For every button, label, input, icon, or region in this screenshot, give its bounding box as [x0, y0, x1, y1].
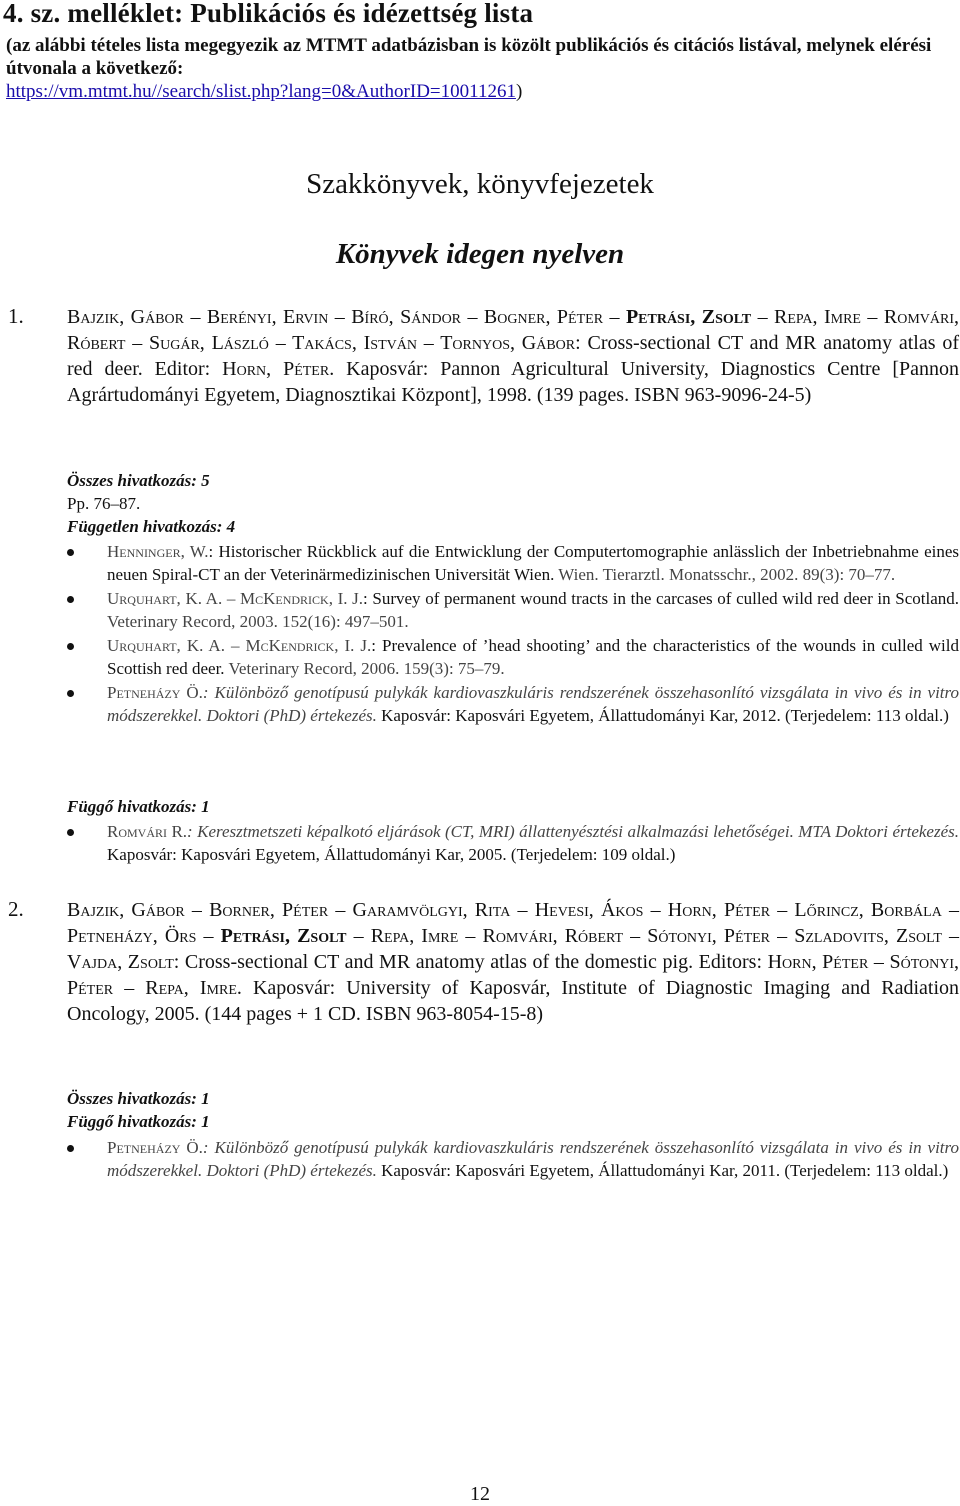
- dependent-citations-label: Függő hivatkozás: 1: [67, 797, 210, 816]
- entry-author-highlight: Petrási, Zsolt: [220, 925, 347, 947]
- citation-text: Kaposvár: Kaposvári Egyetem, Állattudományi Kar, 2011. (Terjedelem: 113 oldal.): [376, 1161, 949, 1180]
- entry-number: 2.: [8, 897, 24, 921]
- entry-title: : Cross-sectional CT and MR anatomy atlas of the domestic pig.: [173, 951, 694, 973]
- independent-citations-label: Független hivatkozás: 4: [67, 517, 236, 536]
- citation-author: Henninger, W.: [107, 542, 209, 561]
- total-citations-label: Összes hivatkozás: 5: [67, 471, 210, 490]
- entry-authors-rest: – Repa, Imre – Romvári, Róbert – Sótonyi, Péter – Szladovits, Zsolt – Vajda, Zsolt: [67, 925, 960, 973]
- bullet-icon: [67, 643, 74, 650]
- dependent-citations-label: Függő hivatkozás: 1: [67, 1112, 210, 1131]
- section-title: Szakkönyvek, könyvfejezetek: [306, 168, 654, 200]
- subsection-title: Könyvek idegen nyelven: [335, 238, 625, 270]
- entry-editor-prefix: Editors:: [693, 951, 768, 973]
- appendix-note-text: (az alábbi tételes lista megegyezik az MTMT adatbázisban is közölt publikációs és citációs listával, melynek elérési útvonala a következő:: [6, 35, 932, 79]
- entry-authors: Bajzik, Gábor – Borner, Péter – Garamvölgyi, Rita – Hevesi, Ákos – Horn, Péter – Lőrincz, Borbála – Petneházy, Örs –: [67, 899, 959, 947]
- appendix-note: [6, 34, 956, 80]
- page-number: 12: [470, 1483, 490, 1505]
- entry-authors: Bajzik, Gábor – Berényi, Ervin – Bíró, Sándor – Bogner, Péter –: [67, 306, 626, 328]
- mtmt-link[interactable]: https://vm.mtmt.hu//search/slist.php?lang=0&AuthorID=10011261: [6, 81, 516, 102]
- list-item: [67, 587, 959, 633]
- list-item: [67, 820, 959, 866]
- citation-title-italic: : Keresztmetszeti képalkotó eljárások (CT, MRI) állattenyésztési alkalmazási lehetőségei. MTA Doktori értekezés.: [187, 822, 959, 841]
- citation-author: Romvári R.: [107, 822, 188, 841]
- entry-details: . Kaposvár: University of Kaposvár, Institute of Diagnostic Imaging and Radiation Oncology, 2005. (144 pages + 1 CD. ISBN 963-8054-15-8): [67, 977, 959, 1025]
- citation-text: Kaposvár: Kaposvári Egyetem, Állattudományi Kar, 2012. (Terjedelem: 113 oldal.): [376, 706, 949, 725]
- list-item: [67, 1136, 959, 1182]
- list-item: [67, 540, 959, 586]
- dependent-citations-list: [67, 1136, 959, 1183]
- entry-editor: Horn, Péter – Sótonyi, Péter – Repa, Imre: [67, 951, 960, 999]
- dependent-citations-list: [67, 820, 959, 867]
- bullet-icon: [67, 690, 74, 697]
- bullet-icon: [67, 829, 74, 836]
- citation-journal: Veterinary Record: [228, 659, 353, 678]
- entry-number: 1.: [8, 304, 24, 328]
- independent-citations-list: [67, 540, 959, 728]
- citation-ref: , 2006. 159(3): 75–79.: [352, 659, 505, 678]
- bullet-icon: [67, 1145, 74, 1152]
- entry-editor-prefix: Editor:: [142, 358, 223, 380]
- url-close-paren: ): [515, 81, 523, 102]
- entry-authors-rest: – Repa, Imre – Romvári, Róbert – Sugár, László – Takács, István – Tornyos, Gábor: [67, 306, 959, 354]
- citation-ref: , 2003. 152(16): 497–501.: [231, 612, 409, 631]
- citation-journal: Veterinary Record: [107, 612, 232, 631]
- entry-title: : Cross-sectional CT and MR anatomy atlas of red deer.: [67, 332, 959, 380]
- appendix-title: 4. sz. melléklet: Publikációs és idézettség lista: [3, 0, 534, 28]
- entry-author-highlight: Petrási, Zsolt: [625, 306, 752, 328]
- entry-citation: [67, 897, 959, 1027]
- total-citations-label: Összes hivatkozás: 1: [67, 1089, 210, 1108]
- citation-text: : Survey of permanent wound tracts in the carcases of culled wild red deer in Scotland.: [363, 589, 959, 608]
- citation-text: Kaposvár: Kaposvári Egyetem, Állattudományi Kar, 2005. (Terjedelem: 109 oldal.): [107, 845, 676, 864]
- bullet-icon: [67, 549, 74, 556]
- citation-author: Urquhart, K. A. – McKendrick, I. J.: [107, 636, 372, 655]
- bullet-icon: [67, 596, 74, 603]
- citation-author: Petneházy Ö.: [107, 683, 203, 702]
- citation-author: Petneházy Ö.: [107, 1138, 203, 1157]
- list-item: [67, 634, 959, 680]
- list-item: [67, 681, 959, 727]
- entry-details: . Kaposvár: Pannon Agricultural University, Diagnostics Centre [Pannon Agrártudományi Egyetem, Diagnosztikai Központ], 1998. (139 pages. ISBN 963-9096-24-5): [67, 358, 959, 406]
- pages-range: Pp. 76–87.: [67, 494, 141, 513]
- citation-text: : Prevalence of ’head shooting’ and the characteristics of the wounds in culled wild Scottish red deer.: [107, 636, 959, 678]
- citation-text: : Historischer Rückblick auf die Entwicklung der Computertomographie anlässlich der Inbetriebnahme eines neuen Spiral-CT an der Veterinärmedizinischen Universität Wien.: [107, 542, 960, 584]
- mtmt-url-line: [6, 80, 522, 103]
- citation-journal: Wien. Tierarztl. Monatsschr.: [558, 565, 752, 584]
- citation-author: Urquhart, K. A. – McKendrick, I. J.: [107, 589, 364, 608]
- citation-title-italic: : Különböző genotípusú pulykák kardiovaszkuláris rendszerének összehasonlító vizsgálata in vivo és in vitro módszerekkel. Doktori (PhD) értekezés.: [107, 683, 959, 725]
- citation-ref: , 2002. 89(3): 70–77.: [751, 565, 896, 584]
- citation-title-italic: : Különböző genotípusú pulykák kardiovaszkuláris rendszerének összehasonlító vizsgálata in vivo és in vitro módszerekkel. Doktori (PhD) értekezés.: [107, 1138, 959, 1180]
- entry-editor: Horn, Péter: [222, 358, 330, 380]
- entry-citation: [67, 304, 959, 408]
